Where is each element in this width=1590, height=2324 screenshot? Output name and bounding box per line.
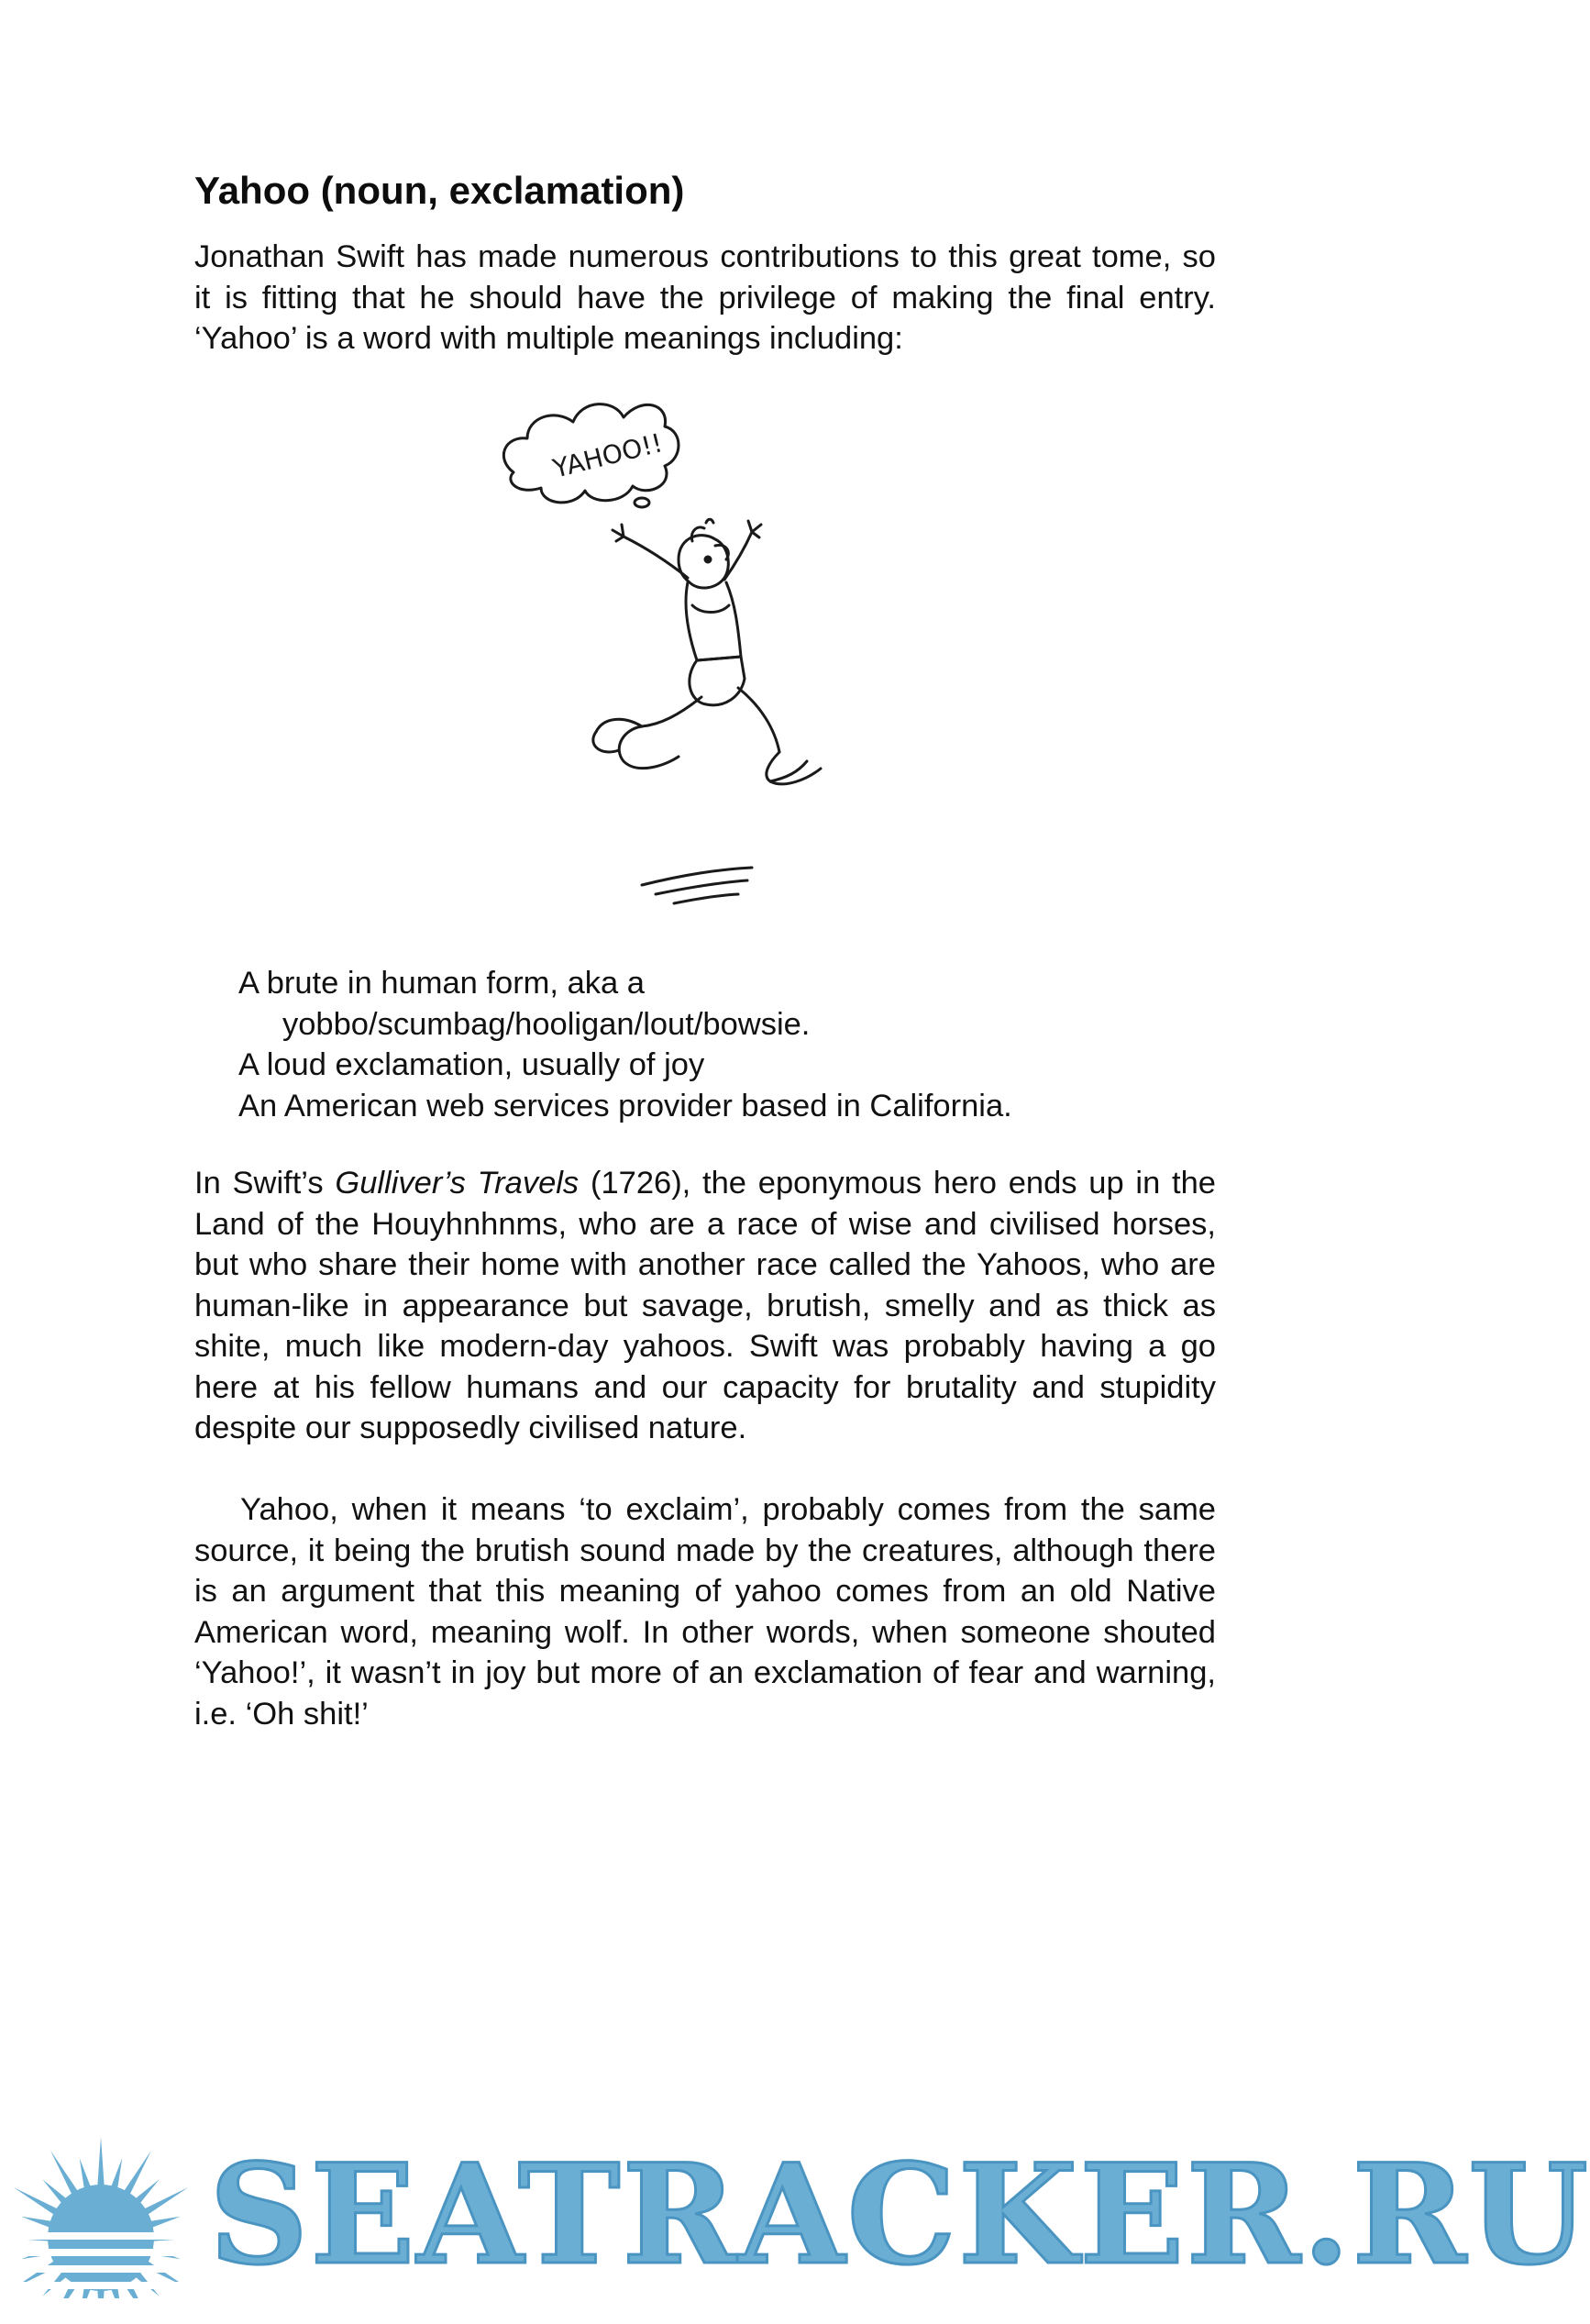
intro-paragraph: Jonathan Swift has made numerous contributions to this great tome, so it is fitting that he should have the privilege of making the final entry. ‘Yahoo’ is a word with multiple meanings including: bbox=[194, 239, 1216, 356]
watermark-text: SEATRACKER.RU bbox=[209, 2134, 1590, 2296]
sun-ray bbox=[149, 2217, 181, 2229]
body-block-1 bbox=[194, 1163, 1216, 1449]
sun-ray bbox=[123, 2151, 151, 2197]
sun-ray bbox=[14, 2187, 60, 2216]
definition-item: A loud exclamation, usually of joy bbox=[238, 1047, 705, 1082]
text-span: In Swift’s bbox=[194, 1166, 336, 1201]
definitions-list bbox=[238, 963, 1012, 1126]
sun-ray bbox=[50, 2151, 79, 2197]
bubble-text: YAHOO!! bbox=[549, 427, 666, 484]
sun-ray bbox=[143, 2187, 189, 2216]
entry-heading: Yahoo (noun, exclamation) bbox=[194, 169, 685, 212]
cartoon-man-jumping-icon bbox=[495, 385, 917, 935]
sun-ray bbox=[21, 2217, 53, 2229]
text-span: (1726), the eponymous hero ends up in the Land of the Houyhnhnms, who are a race of wise and civilised horses, but who share their home with another race called the Yahoos, who are human-like in appearance but savage, brutish, smelly and as thick as shite, much like modern-day yahoos. Swift was probably having a go here at his fellow humans and our capacity for brutality and stupidity despite our supposedly civilised nature. bbox=[194, 1166, 1216, 1445]
definition-item: An American web services provider based in California. bbox=[238, 1088, 1012, 1123]
book-title: Gulliver’s Travels bbox=[335, 1166, 580, 1201]
sun-ray bbox=[80, 2158, 92, 2190]
definition-item-continuation: yobbo/scumbag/hooligan/lout/bowsie. bbox=[282, 1006, 811, 1042]
body-paragraph-1 bbox=[194, 1163, 1216, 1449]
body-paragraph-2: Yahoo, when it means ‘to exclaim’, probably comes from the same source, it being the brutish sound made by the creatures, although there is an argument that this meaning of yahoo comes from an old Native American word, meaning wolf. In other words, when someone shouted ‘Yahoo!’, it wasn’t in joy but more of an exclamation of fear and warning, i.e. ‘Oh shit!’ bbox=[194, 1492, 1216, 1732]
intro-block bbox=[194, 237, 1216, 360]
body-block-2 bbox=[194, 1489, 1216, 1734]
sun-ray bbox=[111, 2158, 123, 2190]
sun-ray bbox=[97, 2137, 105, 2187]
definition-item: A brute in human form, aka a bbox=[238, 966, 645, 1001]
